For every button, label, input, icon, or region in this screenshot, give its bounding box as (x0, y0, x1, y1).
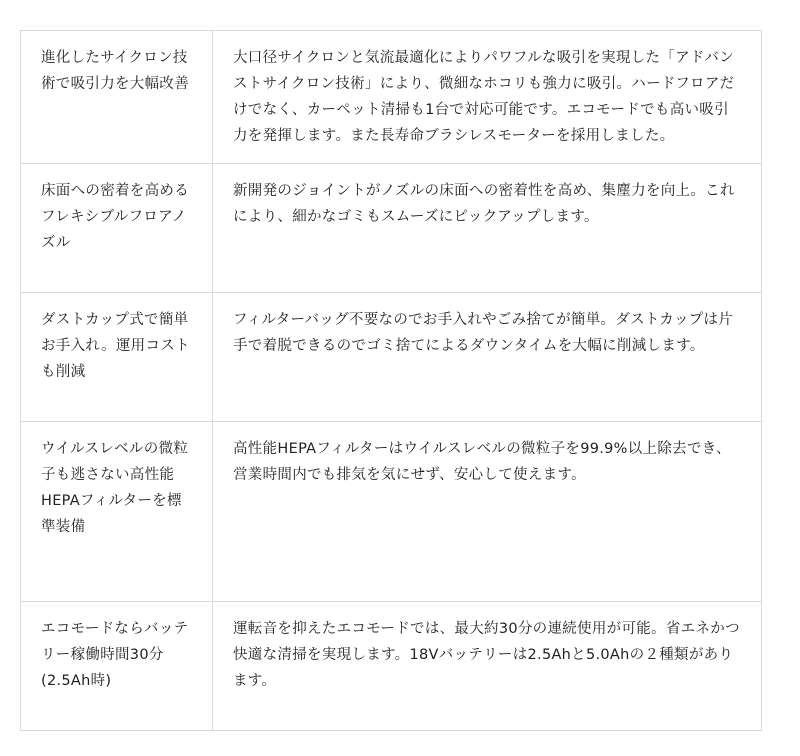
feature-title: 進化したサイクロン技術で吸引力を大幅改善 (21, 31, 213, 164)
table-row (21, 602, 762, 731)
table-row (21, 293, 762, 422)
feature-description: フィルターバッグ不要なのでお手入れやごみ捨てが簡単。ダストカップは片手で着脱できるのでゴミ捨てによるダウンタイムを大幅に削減します。 (213, 293, 762, 422)
feature-table (20, 30, 762, 731)
feature-title: ダストカップ式で簡単お手入れ。運用コストも削減 (21, 293, 213, 422)
table-row (21, 164, 762, 293)
feature-description: 新開発のジョイントがノズルの床面への密着性を高め、集塵力を向上。これにより、細かなゴミもスムーズにピックアップします。 (213, 164, 762, 293)
table-row (21, 422, 762, 602)
feature-description: 運転音を抑えたエコモードでは、最大約30分の連続使用が可能。省エネかつ快適な清掃を実現します。18Vバッテリーは2.5Ahと5.0Ahの２種類があります。 (213, 602, 762, 731)
table-row (21, 31, 762, 164)
feature-title: ウイルスレベルの微粒子も逃さない高性能HEPAフィルターを標準装備 (21, 422, 213, 602)
feature-title: エコモードならバッテリー稼働時間30分(2.5Ah時) (21, 602, 213, 731)
feature-title: 床面への密着を高めるフレキシブルフロアノズル (21, 164, 213, 293)
feature-description: 大口径サイクロンと気流最適化によりパワフルな吸引を実現した「アドバンストサイクロン技術」により、微細なホコリも強力に吸引。ハードフロアだけでなく、カーペット清掃も1台で対応可能です。エコモードでも高い吸引力を発揮します。また長寿命ブラシレスモーターを採用しました。 (213, 31, 762, 164)
feature-description: 高性能HEPAフィルターはウイルスレベルの微粒子を99.9%以上除去でき、営業時間内でも排気を気にせず、安心して使えます。 (213, 422, 762, 602)
